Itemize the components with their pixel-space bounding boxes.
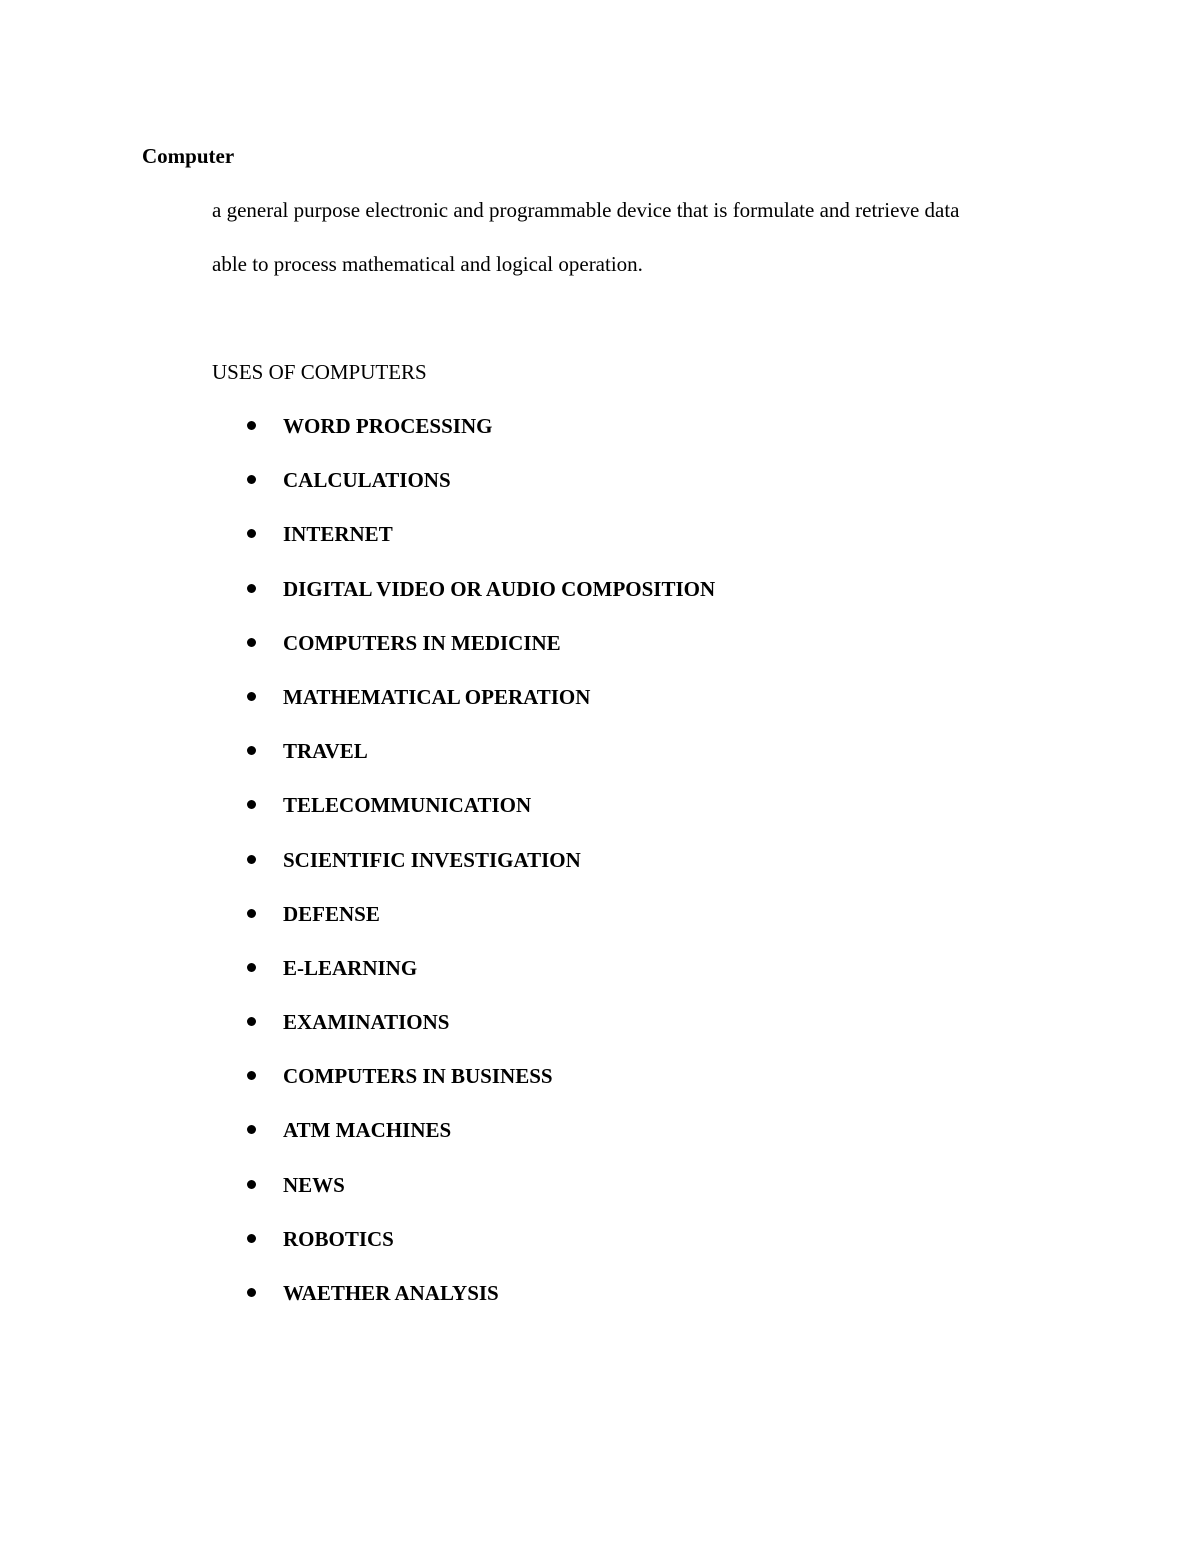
list-item-label: E-LEARNING [283,955,418,980]
list-item [0,1226,1000,1280]
list-item-label: EXAMINATIONS [283,1010,450,1035]
bullet-icon [247,963,256,972]
list-item-label: COMPUTERS IN BUSINESS [283,1064,553,1089]
list-item [0,1280,1000,1334]
list-item-label: WAETHER ANALYSIS [283,1281,499,1305]
list-item [0,901,1000,955]
list-item-label: TRAVEL [283,739,368,764]
bullet-icon [247,638,256,647]
list-item [0,955,1000,1009]
list-item [0,1063,1000,1117]
uses-heading: USES OF COMPUTERS [212,360,427,384]
definition-line-1: a general purpose electronic and programmable device that is formulate and retrieve data [212,198,960,222]
list-item-label: CALCULATIONS [283,468,451,493]
list-item-label: SCIENTIFIC INVESTIGATION [283,847,581,872]
list-item-label: INTERNET [283,522,393,547]
list-item-label: ATM MACHINES [283,1118,452,1143]
definition-line-2: able to process mathematical and logical operation. [212,252,643,276]
bullet-icon [247,746,256,755]
bullet-icon [247,909,256,918]
list-item-label: DIGITAL VIDEO OR AUDIO COMPOSITION [283,576,716,601]
list-item-label: COMPUTERS IN MEDICINE [283,630,561,655]
bullet-icon [247,1071,256,1080]
bullet-icon [247,855,256,864]
list-item [0,684,1000,738]
list-item-label: DEFENSE [283,901,380,926]
bullet-icon [247,475,256,484]
bullet-icon [247,1180,256,1189]
list-item [0,738,1000,792]
page-title: Computer [142,144,235,168]
list-item [0,1172,1000,1226]
list-item [0,1117,1000,1171]
bullet-icon [247,1017,256,1026]
list-item [0,521,1000,575]
list-item [0,630,1000,684]
bullet-icon [247,800,256,809]
bullet-icon [247,1234,256,1243]
bullet-icon [247,584,256,593]
list-item-label: ROBOTICS [283,1226,394,1251]
list-item [0,792,1000,846]
list-item-label: NEWS [283,1172,345,1197]
list-item [0,1009,1000,1063]
bullet-icon [247,529,256,538]
bullet-icon [247,1288,256,1297]
list-item-label: MATHEMATICAL OPERATION [283,684,591,709]
bullet-icon [247,421,256,430]
bullet-icon [247,692,256,701]
list-item [0,576,1000,630]
bullet-icon [247,1125,256,1134]
list-item [0,467,1000,521]
list-item [0,847,1000,901]
list-item-label: WORD PROCESSING [283,414,493,438]
list-item-label: TELECOMMUNICATION [283,793,532,818]
uses-list [0,413,1000,1334]
list-item [0,413,1000,467]
